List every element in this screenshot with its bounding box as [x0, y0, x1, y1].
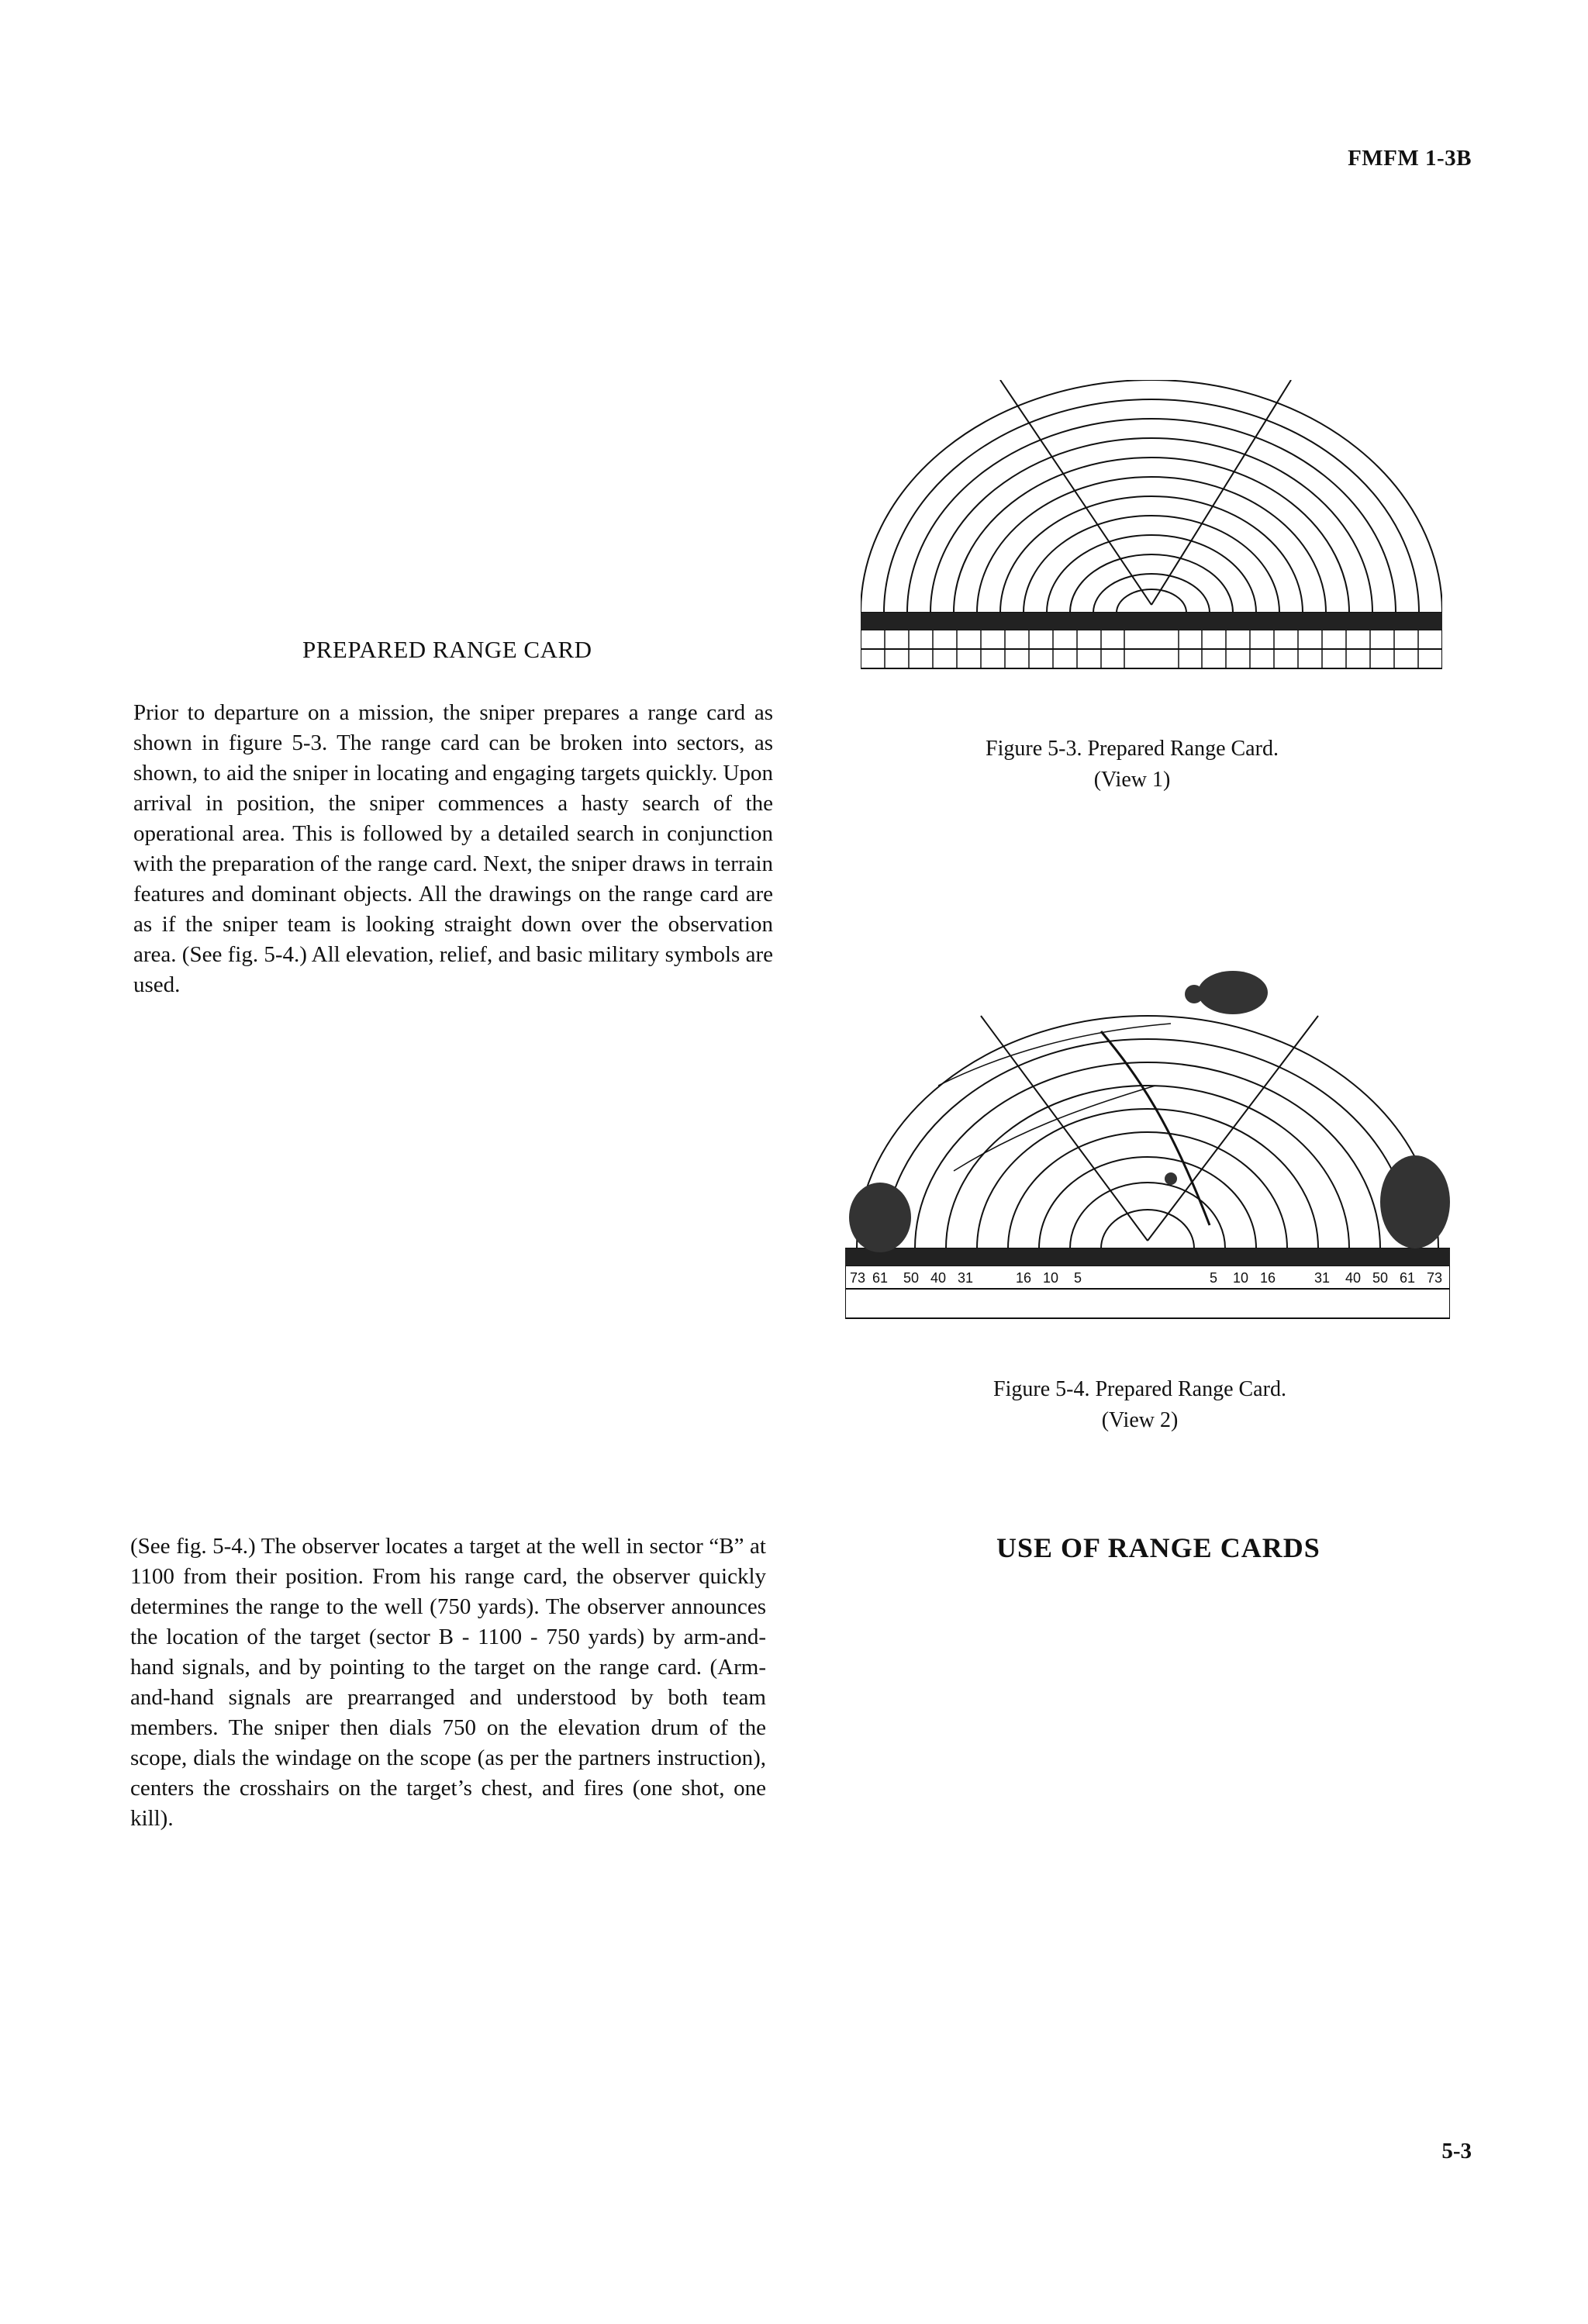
figure-5-4-range-card-diagram — [845, 969, 1450, 1326]
range-value: 50 — [1372, 1270, 1389, 1286]
caption-line: Figure 5-4. Prepared Range Card. — [993, 1377, 1286, 1401]
document-code: FMFM 1-3B — [1348, 146, 1472, 171]
paragraph-prepared-range-card: Prior to departure on a mission, the sniper prepares a range card as shown in figure 5-3. The range card can be broken into sectors, as shown, to aid the sniper in locating and engaging targets quickly. Upon arrival in position, the sniper commences a hasty search of the operational area. This is followed by a detailed search in conjunction with the preparation of the range card. Next, the sniper draws in terrain features and dominant objects. All the drawings on the range card are as if the sniper team is looking straight down over the observation area. (See fig. 5-4.) All elevation, relief, and basic military symbols are used. — [133, 700, 773, 997]
range-value: 50 — [903, 1270, 920, 1286]
range-value: 31 — [957, 1270, 974, 1286]
caption-line: (View 1) — [1093, 768, 1171, 792]
range-value: 16 — [1015, 1270, 1032, 1286]
range-value: 10 — [1042, 1270, 1059, 1286]
page-number: 5-3 — [1441, 2139, 1472, 2163]
paragraph-use-of-range-cards: (See fig. 5-4.) The observer locates a target at the well in sector “B” at 1100 from their position. From his range card, the observer quickly determines the range to the well (750 yards). The observer announces the location of the target (sector B - 1100 - 750 yards) by arm-and-hand signals, and by pointing to the target on the range card. (Arm-and-hand signals are prearranged and understood by both team members. The sniper then dials 750 on the elevation drum of the scope, dials the windage on the scope (as per the partners instruction), centers the crosshairs on the target’s chest, and fires (one shot, one kill). — [130, 1534, 766, 1831]
range-value: 5 — [1073, 1270, 1082, 1286]
figure-5-4-caption — [930, 1374, 1349, 1436]
range-value: 73 — [849, 1270, 866, 1286]
figure-5-3-caption — [930, 734, 1334, 796]
range-value: 73 — [1426, 1270, 1443, 1286]
range-value: 40 — [1345, 1270, 1362, 1286]
section-heading-prepared-range-card: PREPARED RANGE CARD — [302, 636, 592, 663]
range-value: 61 — [872, 1270, 889, 1286]
range-value: 5 — [1209, 1270, 1218, 1286]
caption-line: (View 2) — [1101, 1408, 1179, 1432]
range-value: 31 — [1314, 1270, 1331, 1286]
range-value: 61 — [1399, 1270, 1416, 1286]
figure-5-3-range-card-diagram — [861, 380, 1442, 690]
range-value: 10 — [1232, 1270, 1249, 1286]
range-value: 16 — [1259, 1270, 1276, 1286]
caption-line: Figure 5-3. Prepared Range Card. — [986, 737, 1279, 761]
range-value: 40 — [930, 1270, 947, 1286]
section-heading-use-of-range-cards: USE OF RANGE CARDS — [996, 1532, 1320, 1563]
